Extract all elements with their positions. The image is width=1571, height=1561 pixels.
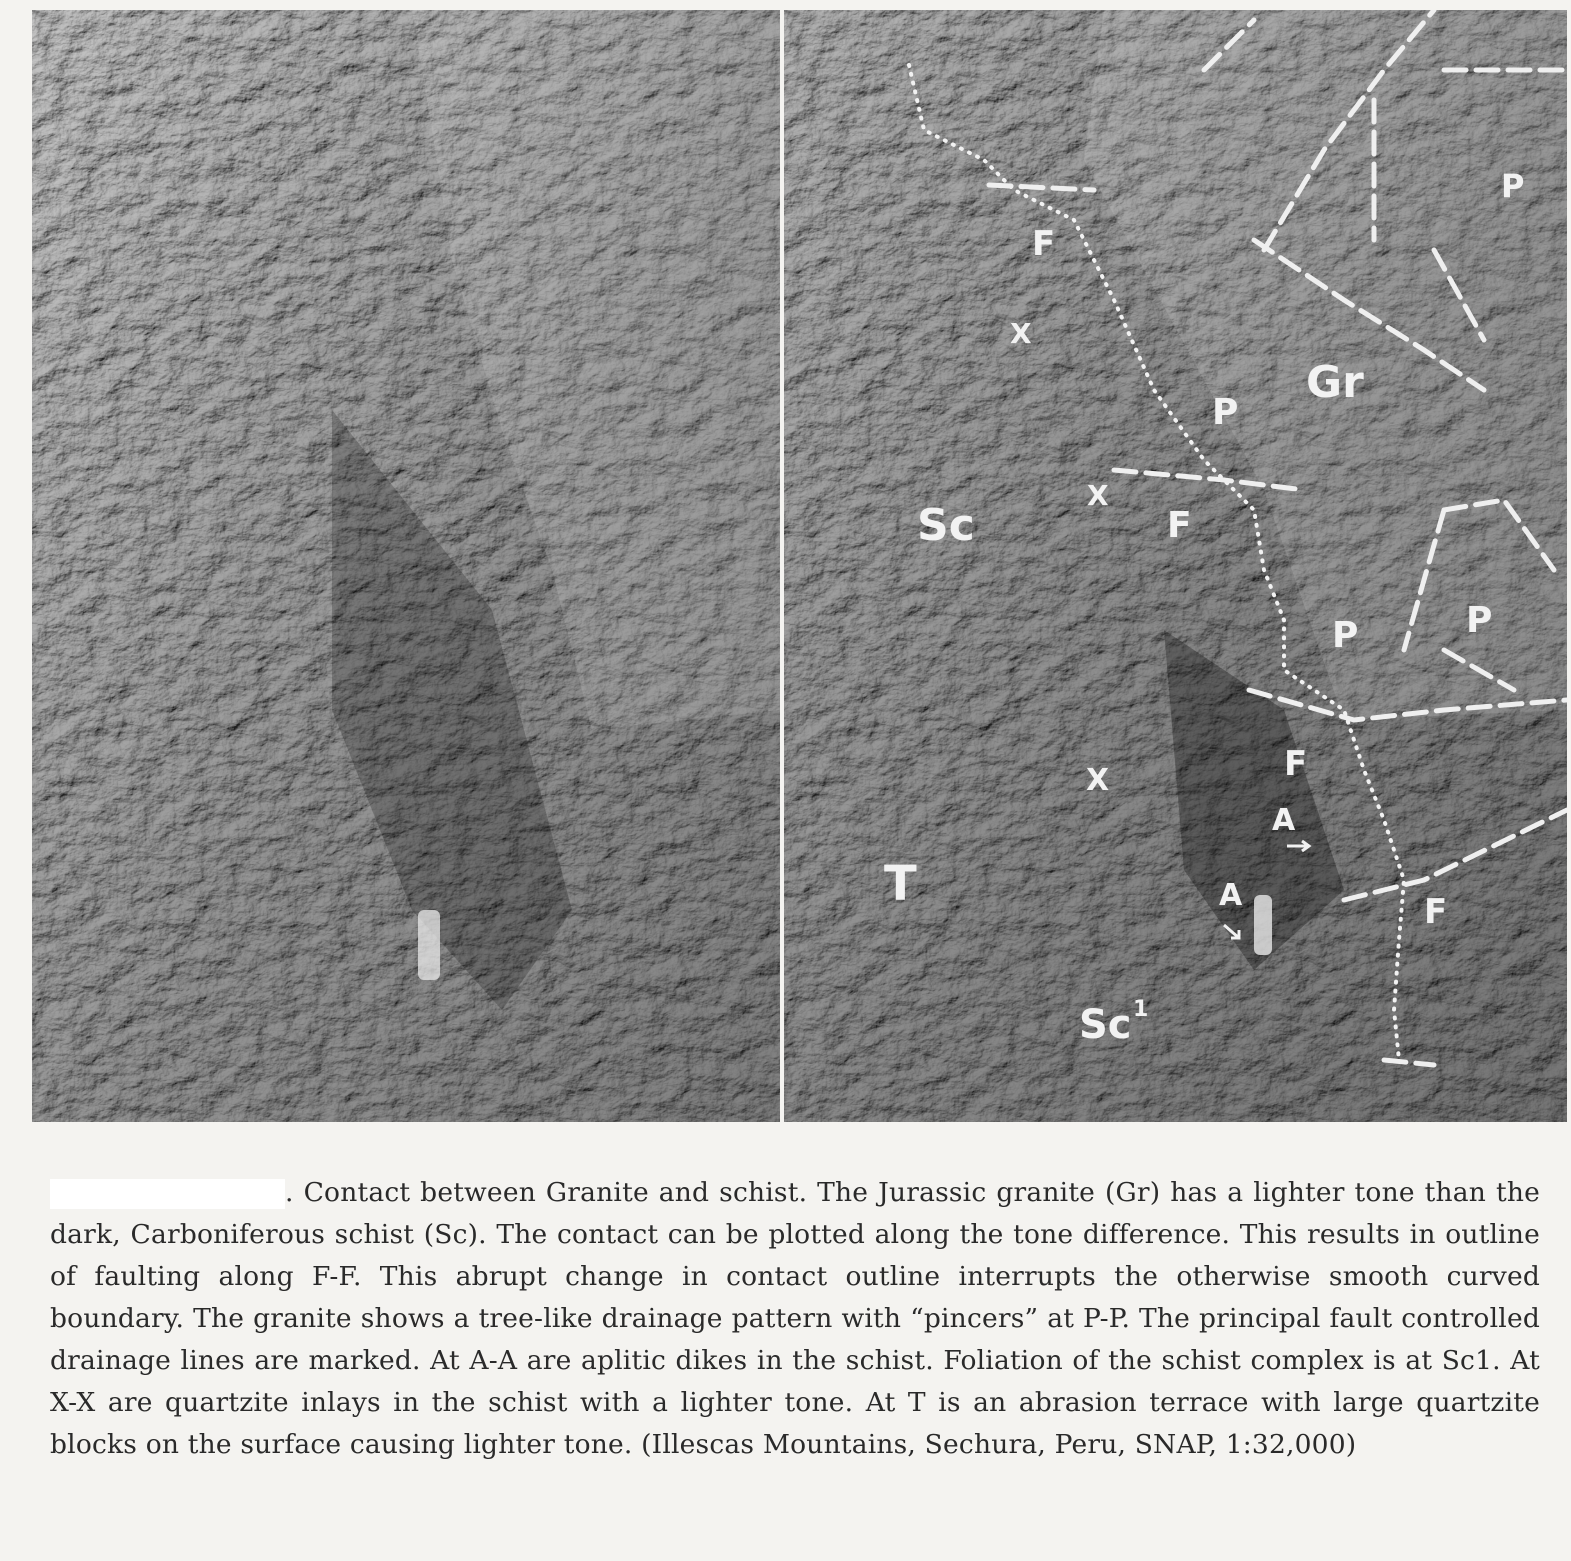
label-x-3: X — [1086, 763, 1110, 798]
label-a-2: A — [1219, 878, 1243, 913]
label-p-2: P — [1501, 167, 1525, 205]
caption-redacted-number — [50, 1179, 285, 1209]
label-f-1: F — [1032, 224, 1056, 264]
figure-caption — [50, 1172, 1540, 1466]
label-sc1-sup: 1 — [1133, 997, 1149, 1022]
label-x-1: X — [1010, 317, 1032, 350]
label-x-2: X — [1087, 479, 1109, 512]
label-p-4: P — [1466, 600, 1493, 641]
label-t: T — [884, 856, 917, 912]
label-a-1: A — [1272, 803, 1296, 838]
label-f-3: F — [1284, 744, 1308, 784]
terrain-image-left — [32, 10, 780, 1122]
label-gr: Gr — [1306, 357, 1364, 408]
aerial-photo-right — [784, 10, 1567, 1122]
caption-text: . Contact between Granite and schist. The Jurassic granite (Gr) has a lighter tone than the dark, Carboniferous schist (Sc). The contact can be plotted along the tone difference. This results in outline of faulting along F-F. This abrupt change in contact outline interrupts the otherwise smooth curved boundary. The granite shows a tree-like drainage pattern with “pincers” at P-P. The principal fault controlled drainage lines are marked. At A-A are aplitic dikes in the schist. Foliation of the schist complex is at Sc1. At X-X are quartzite inlays in the schist with a lighter tone. At T is an abrasion terrace with large quartzite blocks on the surface causing lighter tone. (Illescas Mountains, Sechura, Peru, SNAP, 1:32,000) — [50, 1177, 1540, 1460]
aerial-photo-left — [32, 10, 780, 1122]
label-f-4: F — [1424, 892, 1448, 932]
label-sc1: Sc — [1079, 1002, 1132, 1048]
label-sc: Sc — [917, 500, 975, 551]
label-p-1: P — [1212, 392, 1239, 433]
label-f-2: F — [1167, 505, 1192, 546]
label-p-3: P — [1332, 615, 1359, 656]
terrain-image-right — [784, 10, 1567, 1122]
